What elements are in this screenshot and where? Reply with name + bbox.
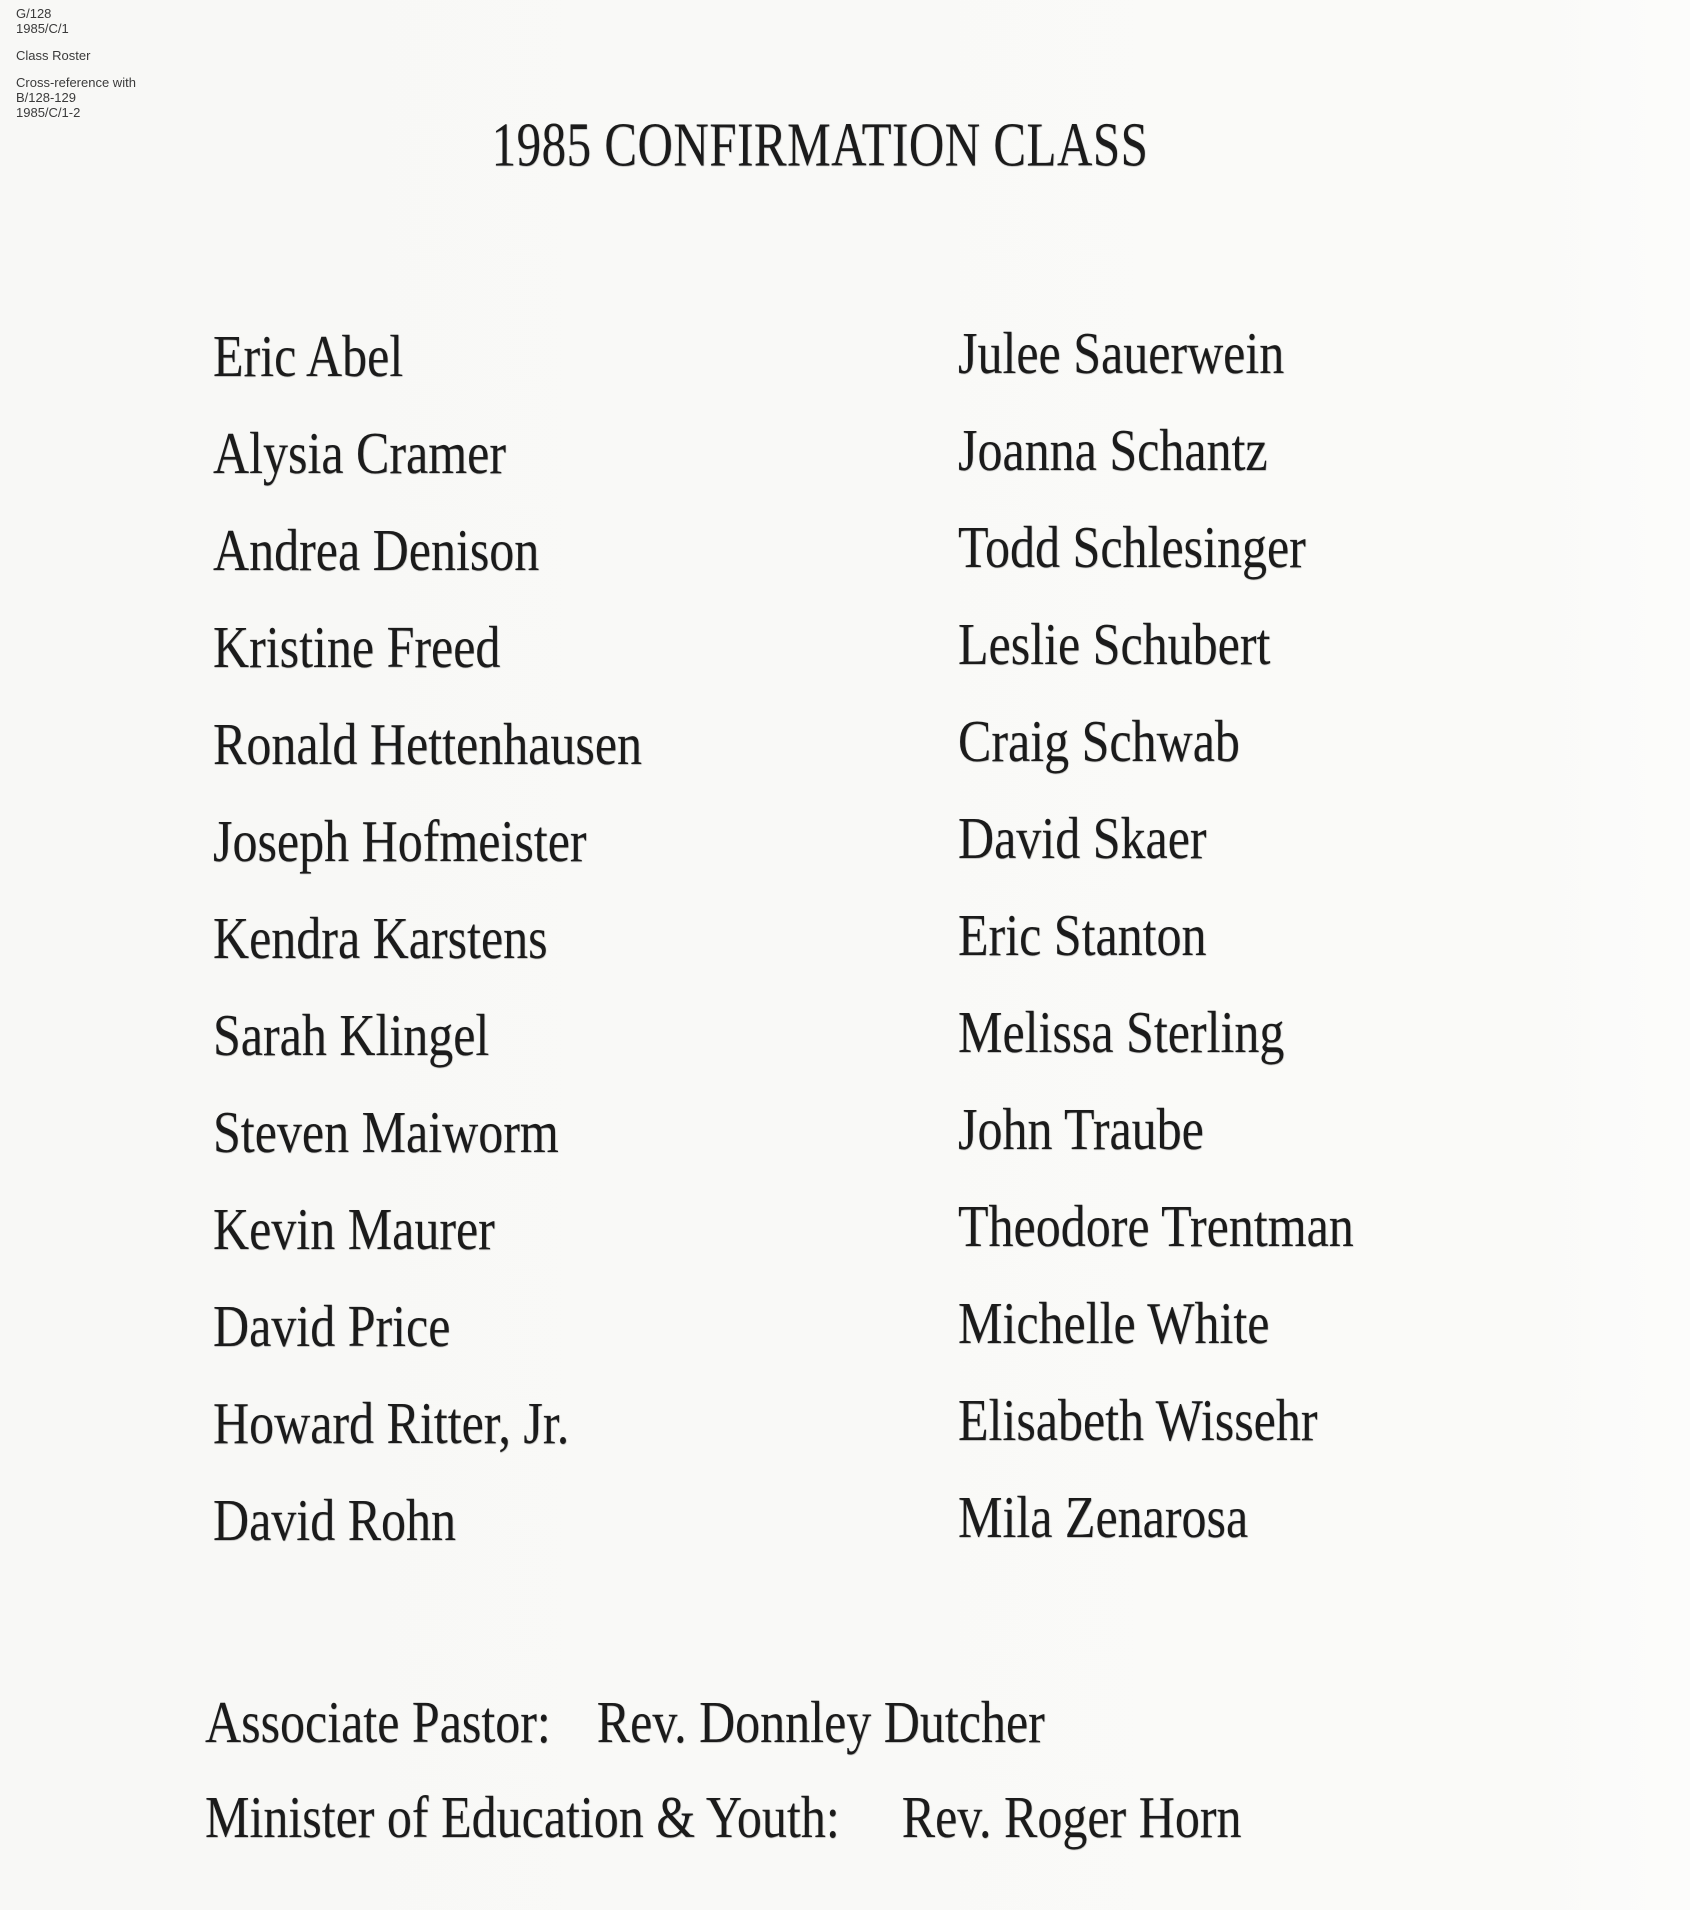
page-title: 1985 CONFIRMATION CLASS [491, 109, 1149, 180]
roster-name: Kendra Karstens [213, 904, 548, 971]
roster-name: Eric Abel [213, 322, 404, 389]
roster-name: Todd Schlesinger [958, 513, 1306, 580]
roster-name: Julee Sauerwein [958, 319, 1285, 386]
staff-line-minister-education-youth [205, 1760, 1241, 1872]
archival-ref-line: 1985/C/1 [16, 21, 69, 36]
annotation-gap [16, 63, 136, 75]
annotation-gap [16, 36, 136, 48]
roster-name: Sarah Klingel [213, 1001, 490, 1068]
roster-name: Craig Schwab [958, 707, 1240, 774]
roster-name: Theodore Trentman [958, 1192, 1354, 1259]
archival-crossref-line: 1985/C/1-2 [16, 105, 81, 120]
roster-name: Melissa Sterling [958, 998, 1285, 1065]
roster-name: Joseph Hofmeister [213, 807, 587, 874]
staff-person-name: Rev. Roger Horn [901, 1783, 1242, 1850]
archival-ref-line: G/128 [16, 6, 52, 21]
roster-name: Leslie Schubert [958, 610, 1271, 677]
roster-name: Michelle White [958, 1289, 1270, 1356]
roster-column-left [213, 307, 642, 1568]
roster-name: David Price [213, 1292, 451, 1359]
archival-annotation [16, 6, 136, 120]
archival-crossref-line: Cross-reference with [16, 75, 136, 90]
staff-section [205, 1674, 1241, 1864]
roster-name: Alysia Cramer [213, 419, 506, 486]
roster-column-right [958, 304, 1354, 1565]
roster-name: Kristine Freed [213, 613, 501, 680]
staff-person-name: Rev. Donnley Dutcher [596, 1688, 1045, 1755]
archival-crossref-line: B/128-129 [16, 90, 76, 105]
roster-name: Eric Stanton [958, 901, 1207, 968]
roster-name: Andrea Denison [213, 516, 540, 583]
roster-name: John Traube [958, 1095, 1204, 1162]
roster-name: Howard Ritter, Jr. [213, 1389, 570, 1456]
roster-name: David Rohn [213, 1486, 457, 1553]
archival-label: Class Roster [16, 48, 91, 63]
roster-name: Ronald Hettenhausen [213, 710, 643, 777]
roster-name: Mila Zenarosa [958, 1483, 1249, 1550]
roster-name: Elisabeth Wissehr [958, 1386, 1318, 1453]
roster-name: David Skaer [958, 804, 1207, 871]
roster-name: Steven Maiworm [213, 1098, 559, 1165]
staff-role: Associate Pastor: [205, 1688, 551, 1755]
roster-name: Kevin Maurer [213, 1195, 495, 1262]
roster-name: Joanna Schantz [958, 416, 1268, 483]
staff-role: Minister of Education & Youth: [205, 1783, 840, 1850]
